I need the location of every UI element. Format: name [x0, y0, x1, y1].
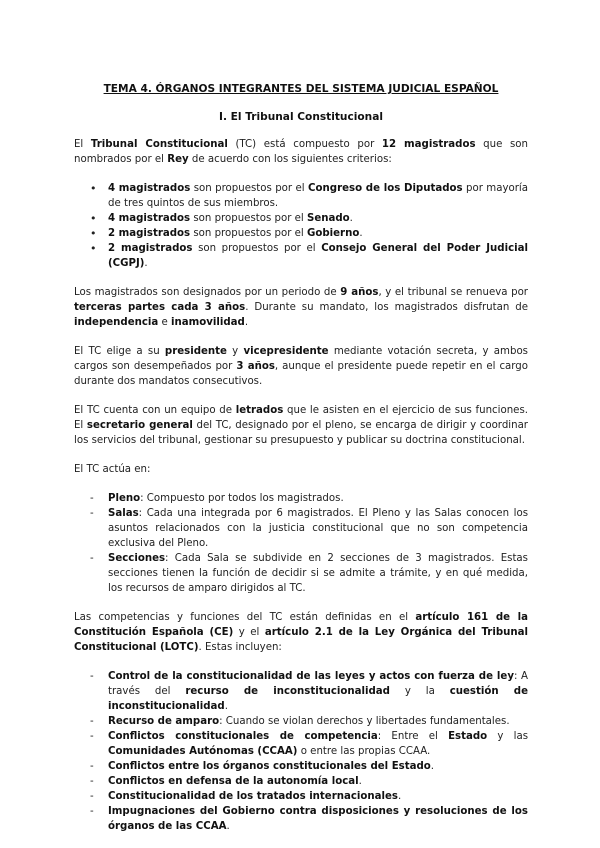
list-item: - Impugnaciones del Gobierno contra disposiciones y resoluciones de los órganos de las CCAA.	[74, 804, 528, 834]
competencias-list	[74, 669, 528, 834]
criteria-list	[74, 181, 528, 271]
list-item: • 4 magistrados son propuestos por el Senado.	[74, 211, 528, 226]
list-item: - Constitucionalidad de los tratados internacionales.	[74, 789, 528, 804]
list-item: - Salas: Cada una integrada por 6 magistrados. El Pleno y las Salas conocen los asuntos relacionados con la justicia constitucional que no son competencia exclusiva del Pleno.	[74, 506, 528, 551]
paragraph-competencias-intro: Las competencias y funciones del TC están definidas en el artículo 161 de la Constitución Española (CE) y el artículo 2.1 de la Ley Orgánica del Tribunal Constitucional (LOTC). Estas incluyen:	[74, 612, 528, 653]
list-item: - Pleno: Compuesto por todos los magistrados.	[74, 491, 528, 506]
acts-list	[74, 491, 528, 596]
list-item: - Conflictos entre los órganos constitucionales del Estado.	[74, 759, 528, 774]
paragraph-presidency: El TC elige a su presidente y vicepresidente mediante votación secreta, y ambos cargos son desempeñados por 3 años, aunque el presidente puede repetir en el cargo durante dos mandatos consecutivos.	[74, 346, 529, 387]
paragraph-mandate: Los magistrados son designados por un periodo de 9 años, y el tribunal se renueva por terceras partes cada 3 años. Durante su mandato, los magistrados disfrutan de independencia e inamovilidad.	[74, 287, 528, 328]
paragraph-composition: El Tribunal Constitucional (TC) está compuesto por 12 magistrados que son nombrados por el Rey de acuerdo con los siguientes criterios:	[74, 139, 528, 165]
list-item: • 2 magistrados son propuestos por el Consejo General del Poder Judicial (CGPJ).	[74, 241, 528, 271]
paragraph-letrados: El TC cuenta con un equipo de letrados que le asisten en el ejercicio de sus funciones. El secretario general del TC, designado por el pleno, se encarga de dirigir y coordinar los servicios del tribunal, gestionar su presupuesto y publicar su doctrina constitucional.	[74, 405, 528, 446]
paragraph-acts-intro: El TC actúa en:	[74, 464, 151, 475]
list-item: • 4 magistrados son propuestos por el Congreso de los Diputados por mayoría de tres quintos de sus miembros.	[74, 181, 528, 211]
list-item: • 2 magistrados son propuestos por el Gobierno.	[74, 226, 528, 241]
list-item: - Secciones: Cada Sala se subdivide en 2 secciones de 3 magistrados. Estas secciones tienen la función de decidir si se admite a trámite, y en qué medida, los recursos de amparo dirigidos al TC.	[74, 551, 528, 596]
list-item: - Conflictos en defensa de la autonomía local.	[74, 774, 528, 789]
document-title: TEMA 4. ÓRGANOS INTEGRANTES DEL SISTEMA JUDICIAL ESPAÑOL	[103, 83, 499, 95]
list-item: - Control de la constitucionalidad de las leyes y actos con fuerza de ley: A través del recurso de inconstitucionalidad y la cuestión de inconstitucionalidad.	[74, 669, 528, 714]
list-item: - Recurso de amparo: Cuando se violan derechos y libertades fundamentales.	[74, 714, 528, 729]
section-heading: I. El Tribunal Constitucional	[219, 111, 383, 123]
list-item: - Conflictos constitucionales de competencia: Entre el Estado y las Comunidades Autónomas (CCAA) o entre las propias CCAA.	[74, 729, 528, 759]
